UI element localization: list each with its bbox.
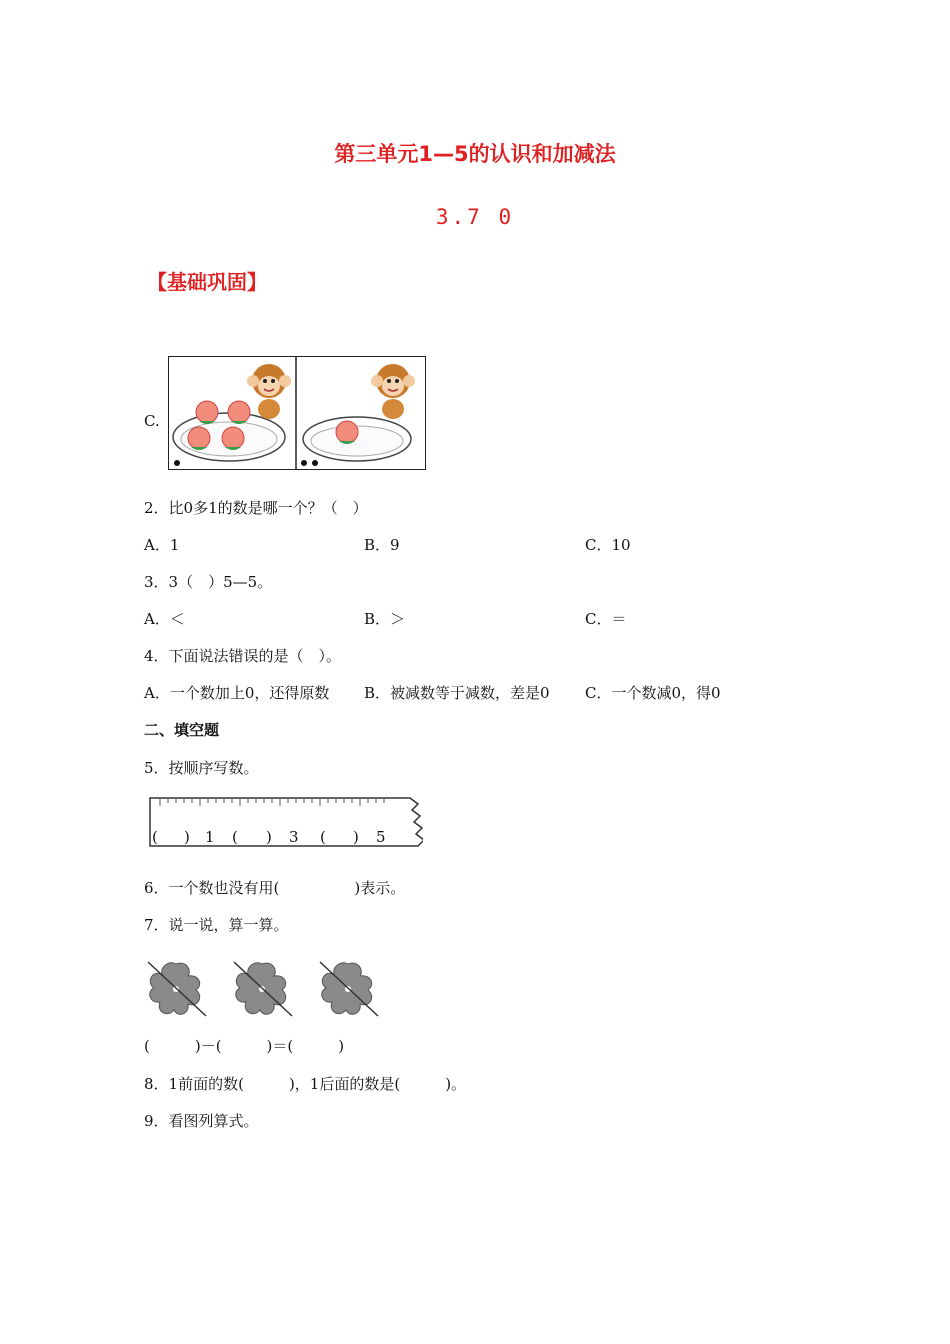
ruler-blank-close: ): [184, 828, 190, 846]
q4-option-b[interactable]: B．被减数等于减数，差是0: [364, 684, 550, 702]
monkey-peach-illustration: [169, 357, 425, 469]
q2-option-a[interactable]: A．1: [144, 536, 180, 554]
ruler-number: 3: [289, 828, 299, 846]
q6-question: 6．一个数也没有用( )表示。: [144, 879, 406, 897]
q4-option-a[interactable]: A．一个数加上0，还得原数: [144, 684, 330, 702]
section-heading: 【基础巩固】: [147, 270, 267, 294]
q8-question: 8．1前面的数( )，1后面的数是( )。: [144, 1075, 467, 1093]
q7-equation: ( )－( )＝( ): [144, 1037, 345, 1055]
ruler: [148, 794, 423, 852]
q5-question: 5．按顺序写数。: [144, 759, 259, 777]
q1-picture-frame: [168, 356, 426, 470]
ruler-number: 5: [376, 828, 386, 846]
q2-option-b[interactable]: B．9: [364, 536, 400, 554]
ruler-blank-open: (: [320, 828, 326, 846]
part2-heading: 二、填空题: [144, 721, 220, 739]
q7-question: 7．说一说，算一算。: [144, 916, 289, 934]
monkey-icon: [371, 364, 415, 419]
q1-option-c-label: C.: [144, 412, 160, 430]
ruler-blank-open: (: [152, 828, 158, 846]
q9-question: 9．看图列算式。: [144, 1112, 259, 1130]
q2-option-c[interactable]: C．10: [585, 536, 631, 554]
page-title: 第三单元1—5的认识和加减法: [334, 142, 616, 166]
crossed-leaves-picture: [144, 958, 384, 1020]
ruler-number: 1: [205, 828, 215, 846]
q3-question: 3．3（ ）5—5。: [144, 573, 273, 591]
monkey-icon: [247, 364, 291, 419]
page-subtitle: 3.7 0: [435, 205, 515, 229]
q4-question: 4．下面说法错误的是（ ）。: [144, 647, 342, 665]
crossed-leaf-icon: [234, 962, 292, 1016]
crossed-leaf-icon: [148, 962, 206, 1016]
ruler-blank-close: ): [353, 828, 359, 846]
crossed-leaf-icon: [320, 962, 378, 1016]
ruler-blank-open: (: [232, 828, 238, 846]
q3-option-b[interactable]: B．＞: [364, 610, 406, 628]
q3-option-c[interactable]: C．＝: [585, 610, 627, 628]
crossed-leaves-graphic: [144, 958, 384, 1020]
q2-question: 2．比0多1的数是哪一个？（ ）: [144, 499, 368, 517]
ruler-blank-close: ): [266, 828, 272, 846]
q3-option-a[interactable]: A．＜: [144, 610, 185, 628]
q4-option-c[interactable]: C．一个数减0，得0: [585, 684, 721, 702]
